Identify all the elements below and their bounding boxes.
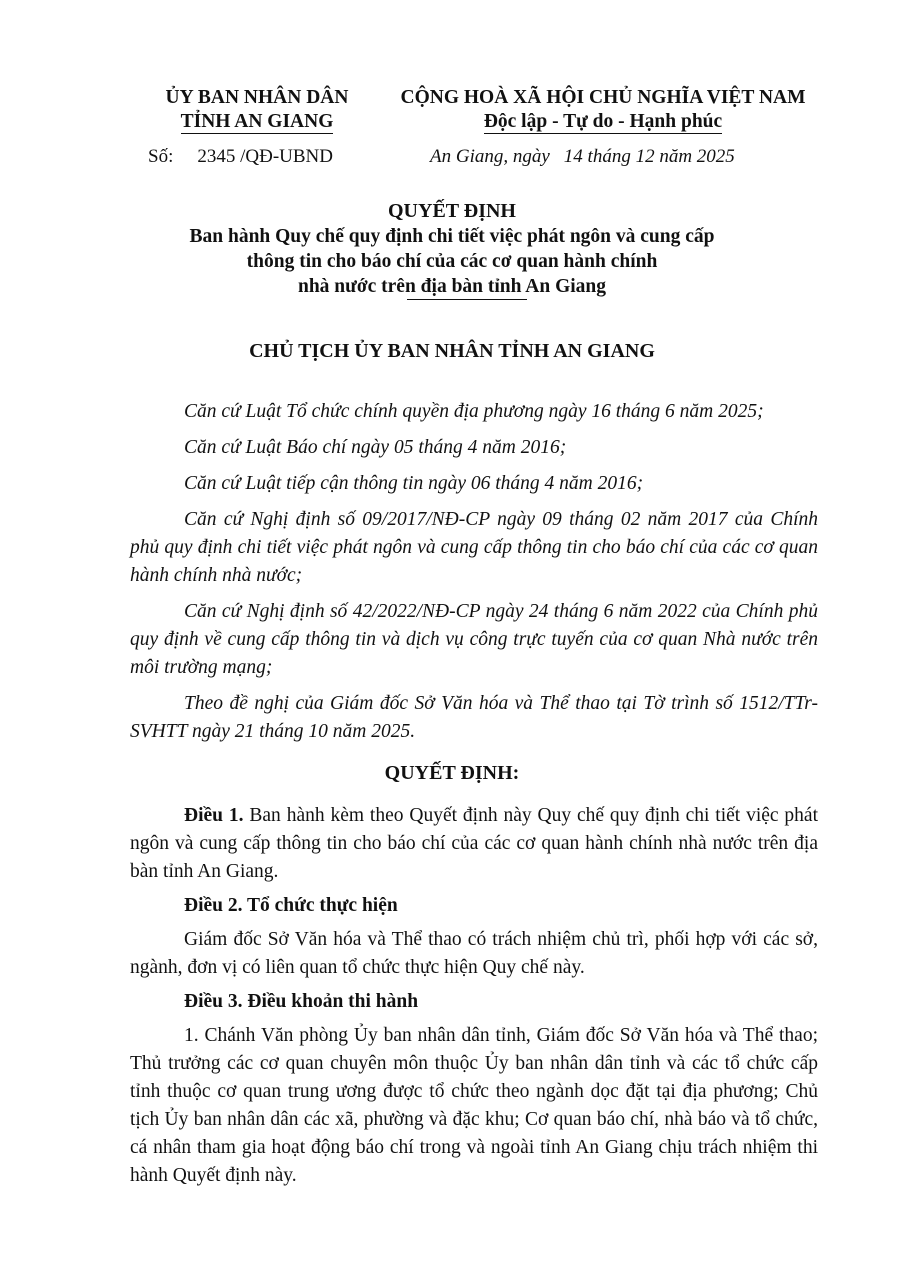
date-day: 14 [563,146,583,167]
article-3-heading: Điều 3. Điều khoản thi hành [184,991,419,1012]
basis-item: Căn cứ Luật Tổ chức chính quyền địa phương ngày 16 tháng 6 năm 2025; [184,401,764,422]
article-1-label: Điều 1. [184,805,244,826]
article-1 [130,802,818,886]
subject-line-2: thông tin cho báo chí của các cơ quan hành chính [246,251,658,272]
basis-item: Căn cứ Luật tiếp cận thông tin ngày 06 tháng 4 năm 2016; [184,473,644,494]
basis-item: Căn cứ Luật Báo chí ngày 05 tháng 4 năm 2016; [184,437,567,458]
basis-item: Căn cứ Nghị định số 42/2022/NĐ-CP ngày 24 tháng 6 năm 2022 của Chính phủ quy định về cung cấp thông tin và dịch vụ công trực tuyến của cơ quan Nhà nước trên môi trường mạng; [130,601,818,678]
issuing-authority: CHỦ TỊCH ỦY BAN NHÂN TỈNH AN GIANG [249,340,655,362]
motto: Độc lập - Tự do - Hạnh phúc [483,111,723,132]
title-divider [407,299,527,300]
agency-line-1: ỦY BAN NHÂN DÂN [165,87,349,108]
subject-line-3: nhà nước trên địa bàn tỉnh An Giang [297,276,607,297]
article-2-text: Giám đốc Sở Văn hóa và Thể thao có trách nhiệm chủ trì, phối hợp với các sở, ngành, đơn vị có liên quan tổ chức thực hiện Quy chế này. [130,929,818,978]
document-date [430,146,735,168]
number-label: Số: [148,146,174,167]
issuing-agency [120,86,394,134]
article-3-text: 1. Chánh Văn phòng Ủy ban nhân dân tỉnh, Giám đốc Sở Văn hóa và Thể thao; Thủ trưởng các cơ quan chuyên môn thuộc Ủy ban nhân dân tỉnh và các tổ chức cấp tỉnh thuộc cơ quan trung ương được tổ chức theo ngành dọc đặt tại địa phương; Chủ tịch Ủy ban nhân dân các xã, phường và đặc khu; Cơ quan báo chí, nhà báo và tổ chức, cá nhân tham gia hoạt động báo chí trong và ngoài tỉnh An Giang chịu trách nhiệm thi hành Quyết định này. [130,1025,818,1186]
agency-line-2: TỈNH AN GIANG [180,111,334,132]
article-1-text: Ban hành kèm theo Quyết định này Quy chế quy định chi tiết việc phát ngôn và cung cấp thông tin cho báo chí của các cơ quan hành chính nhà nước trên địa bàn tỉnh An Giang. [130,805,819,882]
basis-item: Căn cứ Nghị định số 09/2017/NĐ-CP ngày 09 tháng 02 năm 2017 của Chính phủ quy định chi tiết việc phát ngôn và cung cấp thông tin cho báo chí của các cơ quan hành chính nhà nước; [130,509,818,586]
decision-heading: QUYẾT ĐỊNH: [384,762,520,784]
date-prefix: An Giang, ngày [430,146,550,167]
number-value: 2345 /QĐ-UBND [197,146,333,167]
document-title [0,198,904,299]
nation-name: CỘNG HOÀ XÃ HỘI CHỦ NGHĨA VIỆT NAM [400,87,806,108]
articles [130,802,818,1196]
document-type: QUYẾT ĐỊNH [388,200,516,222]
basis-item: Theo đề nghị của Giám đốc Sở Văn hóa và Thể thao tại Tờ trình số 1512/TTr-SVHTT ngày 21 tháng 10 năm 2025. [130,693,818,742]
national-motto [368,86,838,134]
legal-basis [130,398,818,754]
article-2-heading: Điều 2. Tổ chức thực hiện [184,895,398,916]
date-rest: tháng 12 năm 2025 [587,146,735,167]
document-number [148,146,333,168]
subject-line-1: Ban hành Quy chế quy định chi tiết việc phát ngôn và cung cấp [189,226,715,247]
